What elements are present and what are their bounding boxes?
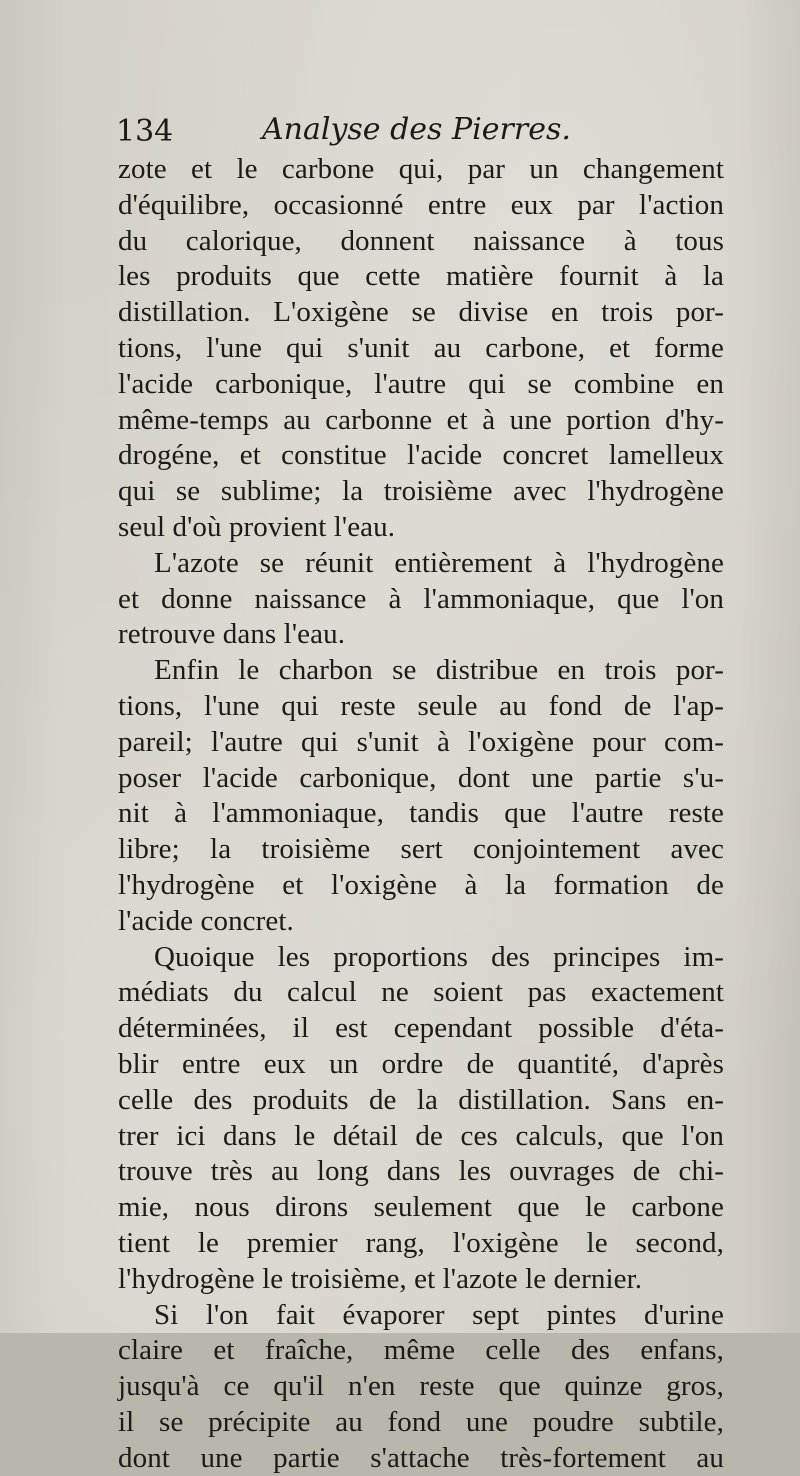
text-line: poser l'acide carbonique, dont une partie s'u- <box>118 761 724 794</box>
text-line: il se précipite au fond une poudre subtile, <box>118 1405 724 1438</box>
running-title: Analyse des Pierres. <box>262 112 571 147</box>
text-line: claire et fraîche, même celle des enfans, <box>118 1334 724 1367</box>
text-line: Enfin le charbon se distribue en trois por- <box>154 654 724 687</box>
text-line: seul d'où provient l'eau. <box>118 510 396 543</box>
text-line: drogéne, et constitue l'acide concret lamelleux <box>118 439 724 472</box>
text-line: les produits que cette matière fournit à la <box>118 260 724 293</box>
text-line: l'hydrogène le troisième, et l'azote le dernier. <box>118 1262 643 1295</box>
text-line: l'hydrogène et l'oxigène à la formation de <box>118 868 724 901</box>
text-line: qui se sublime; la troisième avec l'hydrogène <box>118 475 724 508</box>
text-line: et donne naissance à l'ammoniaque, que l'on <box>118 582 724 615</box>
text-line: Si l'on fait évaporer sept pintes d'urine <box>154 1298 724 1331</box>
text-line: médiats du calcul ne soient pas exactement <box>118 976 724 1009</box>
text-line: L'azote se réunit entièrement à l'hydrogène <box>154 546 724 579</box>
text-line: d'équilibre, occasionné entre eux par l'action <box>118 188 724 221</box>
text-line: pareil; l'autre qui s'unit à l'oxigène pour com- <box>118 725 724 758</box>
text-line: trer ici dans le détail de ces calculs, que l'on <box>118 1119 724 1152</box>
text-line: dont une partie s'attache très-fortement au <box>118 1441 724 1474</box>
text-line: mie, nous dirons seulement que le carbone <box>118 1191 724 1224</box>
text-line: Quoique les proportions des principes im- <box>154 940 724 973</box>
text-line: jusqu'à ce qu'il n'en reste que quinze gros, <box>118 1370 724 1403</box>
text-line: nit à l'ammoniaque, tandis que l'autre reste <box>118 797 724 830</box>
text-line: l'acide carbonique, l'autre qui se combine en <box>118 367 724 400</box>
text-line: du calorique, donnent naissance à tous <box>118 224 724 257</box>
text-line: même-temps au carbonne et à une portion d'hy- <box>118 403 724 436</box>
text-line: celle des produits de la distillation. Sans en- <box>118 1083 724 1116</box>
text-line: distillation. L'oxigène se divise en trois por- <box>118 296 724 329</box>
text-line: tions, l'une qui s'unit au carbone, et forme <box>118 331 724 364</box>
text-line: tient le premier rang, l'oxigène le second, <box>118 1226 724 1259</box>
text-line: retrouve dans l'eau. <box>118 618 346 651</box>
text-line: libre; la troisième sert conjointement avec <box>118 833 724 866</box>
text-line: déterminées, il est cependant possible d'éta- <box>118 1012 724 1045</box>
text-line: l'acide concret. <box>118 904 294 937</box>
text-line: blir entre eux un ordre de quantité, d'après <box>118 1047 724 1080</box>
page-header <box>116 112 616 152</box>
page-number: 134 <box>116 114 174 149</box>
text-line: tions, l'une qui reste seule au fond de l'ap- <box>118 689 724 722</box>
text-line: trouve très au long dans les ouvrages de chi- <box>118 1155 724 1188</box>
text-line: zote et le carbone qui, par un changement <box>118 153 724 185</box>
body-text <box>118 152 724 1476</box>
